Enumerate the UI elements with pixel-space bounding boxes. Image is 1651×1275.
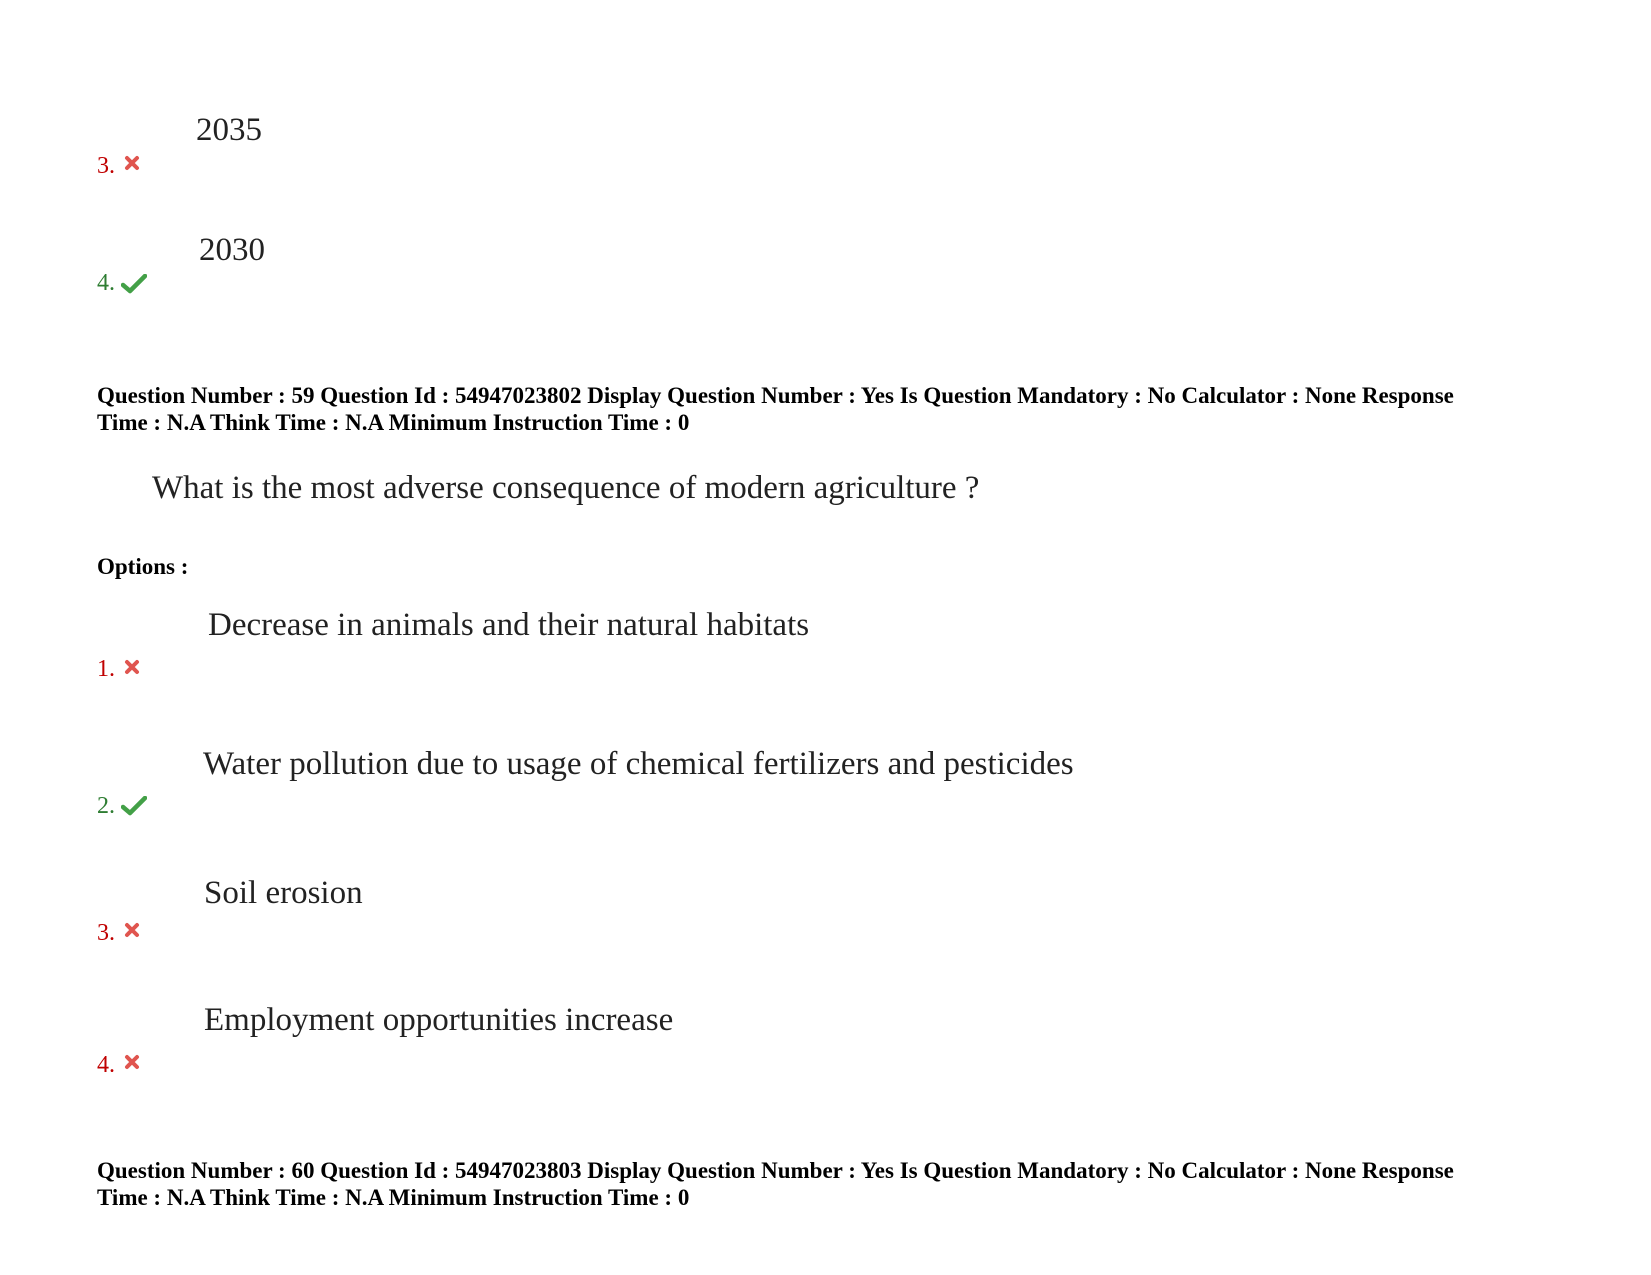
cross-icon <box>124 1054 140 1070</box>
cross-icon <box>124 659 140 675</box>
question-text: What is the most adverse consequence of modern agriculture ? <box>152 470 980 506</box>
check-icon <box>121 274 147 294</box>
option-number: 4. <box>97 270 115 296</box>
meta-line: Time : N.A Think Time : N.A Minimum Instruction Time : 0 <box>97 410 690 435</box>
check-icon <box>121 796 147 816</box>
cross-icon <box>124 155 140 171</box>
question-meta <box>97 382 1567 436</box>
option-text: Soil erosion <box>204 875 363 911</box>
option-number: 3. <box>97 153 115 179</box>
option-text: 2035 <box>196 112 262 148</box>
meta-line: Time : N.A Think Time : N.A Minimum Instruction Time : 0 <box>97 1185 690 1210</box>
meta-line: Question Number : 59 Question Id : 54947023802 Display Question Number : Yes Is Question Mandatory : No Calculator : None Response <box>97 383 1454 408</box>
option-text: Decrease in animals and their natural habitats <box>208 607 810 643</box>
option-number: 4. <box>97 1052 115 1078</box>
option-text: Employment opportunities increase <box>204 1002 674 1038</box>
meta-line: Question Number : 60 Question Id : 54947023803 Display Question Number : Yes Is Question Mandatory : No Calculator : None Response <box>97 1158 1454 1183</box>
option-number: 3. <box>97 920 115 946</box>
option-text: 2030 <box>199 232 265 268</box>
option-number: 2. <box>97 793 115 819</box>
options-label: Options : <box>97 554 189 579</box>
cross-icon <box>124 922 140 938</box>
option-text: Water pollution due to usage of chemical fertilizers and pesticides <box>203 746 1074 782</box>
question-meta <box>97 1157 1567 1211</box>
option-number: 1. <box>97 656 115 682</box>
